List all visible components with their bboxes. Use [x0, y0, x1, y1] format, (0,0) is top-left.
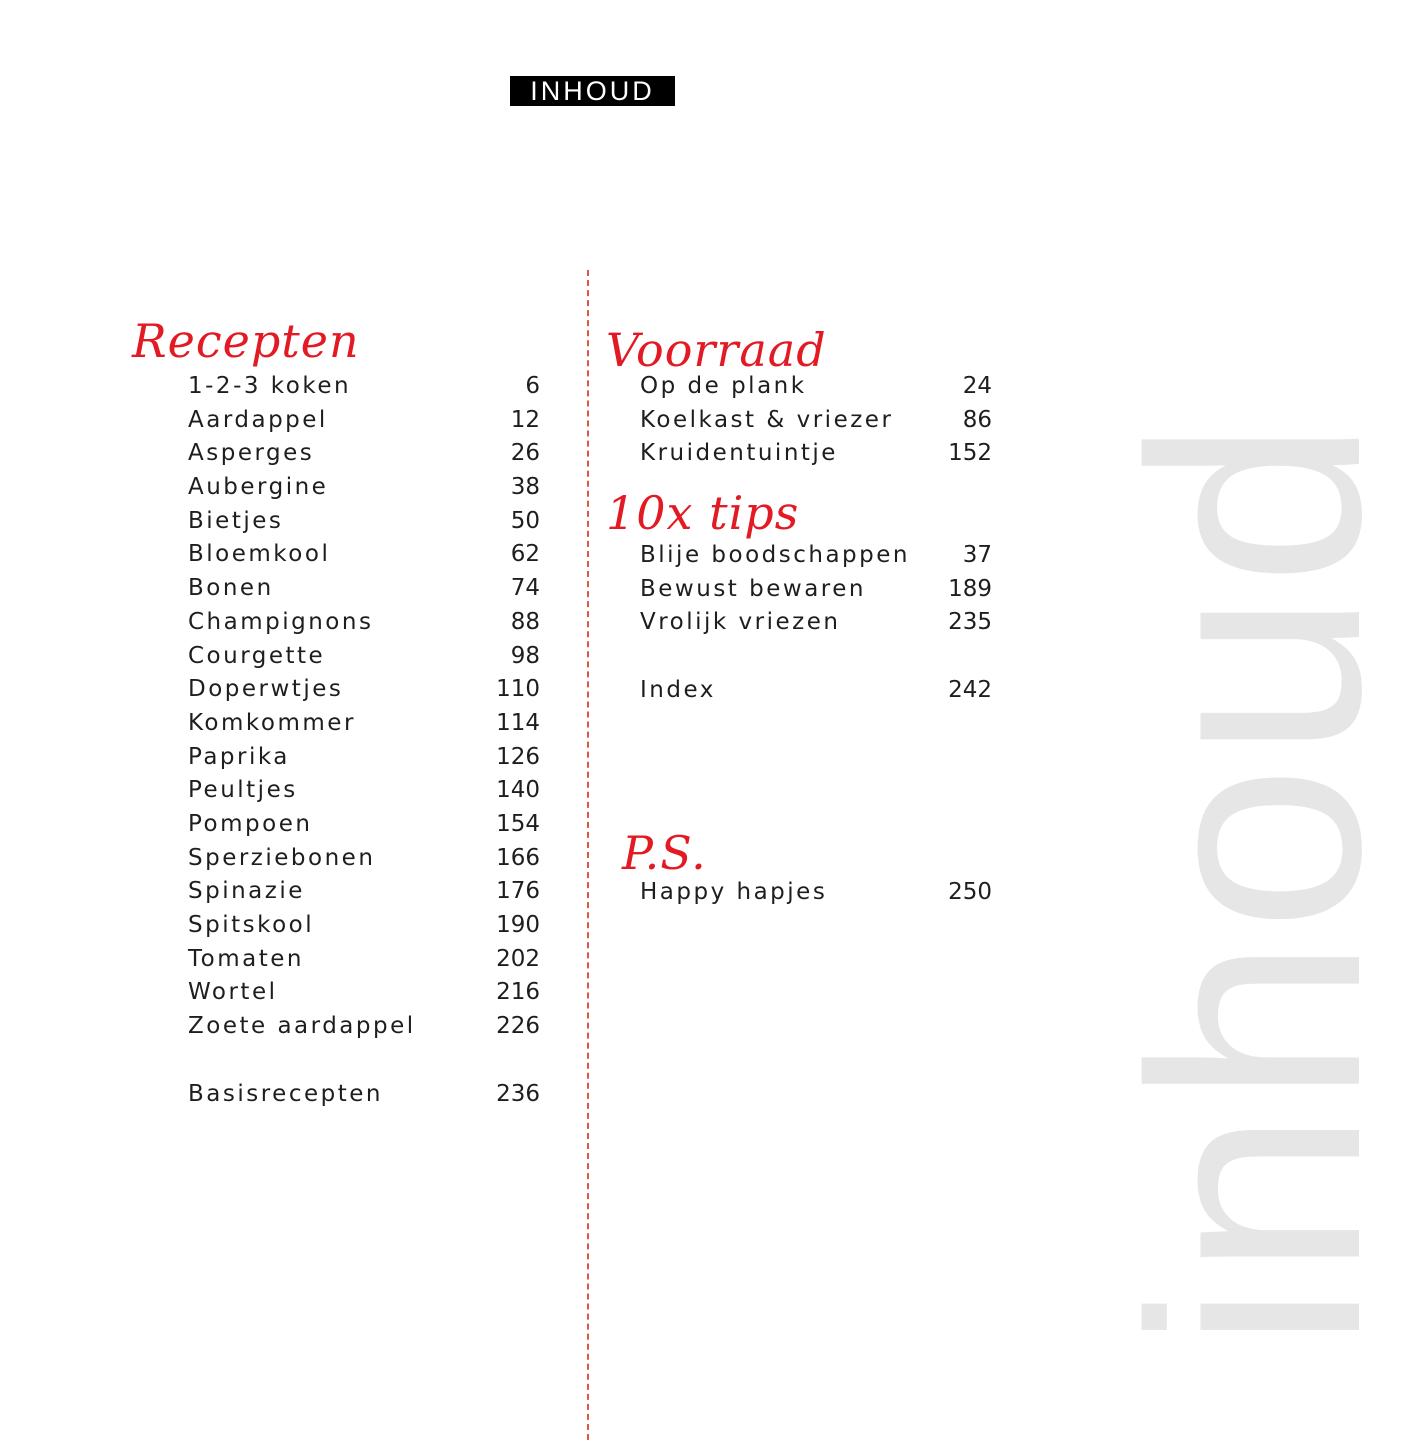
tips-heading: 10x tips [606, 486, 800, 540]
watermark-text: inhoud [1087, 413, 1423, 1350]
toc-label: Peultjes [188, 777, 298, 804]
toc-page: 88 [510, 608, 540, 635]
toc-page: 110 [496, 676, 540, 703]
toc-label: Kruidentuintje [640, 440, 838, 467]
toc-page: 114 [496, 709, 540, 736]
toc-entry[interactable] [640, 404, 992, 438]
toc-entry[interactable] [188, 471, 540, 505]
toc-label: Pompoen [188, 810, 313, 837]
toc-label: Blije boodschappen [640, 542, 910, 568]
toc-label: Koelkast & vriezer [640, 406, 894, 433]
column-divider [587, 270, 589, 1440]
toc-entry[interactable] [188, 640, 540, 674]
watermark-title [1025, 100, 1423, 1350]
toc-entry-index[interactable] [640, 674, 992, 708]
toc-entry[interactable] [640, 370, 992, 404]
toc-label: Komkommer [188, 709, 356, 736]
toc-entry[interactable] [188, 505, 540, 539]
toc-label: Aubergine [188, 474, 329, 501]
toc-entry[interactable] [188, 943, 540, 977]
toc-entry[interactable] [188, 606, 540, 640]
toc-page: 250 [948, 879, 992, 905]
toc-page: 74 [510, 575, 540, 602]
toc-page: 154 [496, 810, 540, 837]
toc-entry[interactable] [188, 1010, 540, 1044]
toc-label: Bietjes [188, 507, 284, 534]
toc-entry[interactable] [640, 573, 992, 607]
toc-label: Index [640, 677, 716, 703]
toc-page: 235 [948, 609, 992, 636]
toc-label: Happy hapjes [640, 879, 828, 905]
toc-page: 126 [496, 743, 540, 770]
toc-page: 140 [496, 777, 540, 804]
toc-entry[interactable] [640, 539, 992, 573]
section-tag: INHOUD [510, 76, 675, 106]
toc-entry[interactable] [640, 876, 992, 910]
toc-page: 38 [510, 474, 540, 501]
toc-entry[interactable] [640, 606, 992, 640]
toc-label: Doperwtjes [188, 676, 344, 703]
index-list [640, 674, 992, 708]
toc-page: 86 [962, 406, 992, 433]
toc-label: Paprika [188, 743, 290, 770]
toc-label: Wortel [188, 979, 278, 1006]
toc-label: Bloemkool [188, 541, 331, 568]
toc-label: Asperges [188, 440, 315, 467]
toc-page: 24 [962, 373, 992, 399]
toc-page: 50 [510, 507, 540, 534]
toc-entry[interactable] [188, 404, 540, 438]
toc-page: 37 [962, 542, 992, 568]
toc-page: 152 [948, 440, 992, 467]
toc-entry[interactable] [188, 875, 540, 909]
toc-entry[interactable] [188, 741, 540, 775]
voorraad-list [640, 370, 992, 471]
toc-page: 190 [496, 912, 540, 938]
toc-entry[interactable] [188, 909, 540, 943]
toc-label: Bewust bewaren [640, 575, 866, 602]
toc-label: Tomaten [188, 945, 304, 972]
toc-page: 226 [496, 1013, 540, 1040]
toc-entry[interactable] [188, 538, 540, 572]
toc-label: Bonen [188, 575, 274, 602]
toc-entry[interactable] [188, 976, 540, 1010]
toc-page: 12 [510, 406, 540, 433]
toc-label: Sperziebonen [188, 844, 376, 871]
toc-label: Zoete aardappel [188, 1013, 416, 1040]
toc-page: 202 [496, 945, 540, 972]
toc-entry[interactable] [188, 808, 540, 842]
toc-page: 189 [948, 575, 992, 602]
toc-entry[interactable] [188, 707, 540, 741]
toc-page: 6 [525, 373, 540, 399]
toc-page: 98 [510, 642, 540, 669]
ps-list [640, 876, 992, 910]
toc-entry[interactable] [188, 572, 540, 606]
toc-label: Spitskool [188, 912, 315, 938]
toc-label: Op de plank [640, 373, 807, 399]
toc-label: Vrolijk vriezen [640, 609, 841, 636]
toc-label: Spinazie [188, 878, 305, 905]
voorraad-heading: Voorraad [606, 323, 827, 377]
toc-page: 216 [496, 979, 540, 1006]
toc-page: 176 [496, 878, 540, 905]
recepten-list [188, 370, 540, 1044]
ps-heading: P.S. [622, 826, 707, 880]
toc-page: 236 [496, 1081, 540, 1107]
toc-entry[interactable] [188, 437, 540, 471]
basisrecepten-list [188, 1078, 540, 1112]
toc-entry[interactable] [640, 437, 992, 471]
recepten-heading: Recepten [132, 314, 360, 368]
toc-entry-basisrecepten[interactable] [188, 1078, 540, 1112]
toc-entry[interactable] [188, 673, 540, 707]
toc-page: 166 [496, 844, 540, 871]
toc-page: 62 [510, 541, 540, 568]
toc-label: Champignons [188, 608, 374, 635]
toc-label: 1-2-3 koken [188, 373, 352, 399]
toc-entry[interactable] [188, 842, 540, 876]
toc-label: Aardappel [188, 406, 328, 433]
toc-label: Basisrecepten [188, 1081, 383, 1107]
toc-entry[interactable] [188, 370, 540, 404]
toc-entry[interactable] [188, 774, 540, 808]
toc-label: Courgette [188, 642, 326, 669]
toc-page: 242 [948, 677, 992, 703]
toc-page: 26 [510, 440, 540, 467]
tips-list [640, 539, 992, 640]
